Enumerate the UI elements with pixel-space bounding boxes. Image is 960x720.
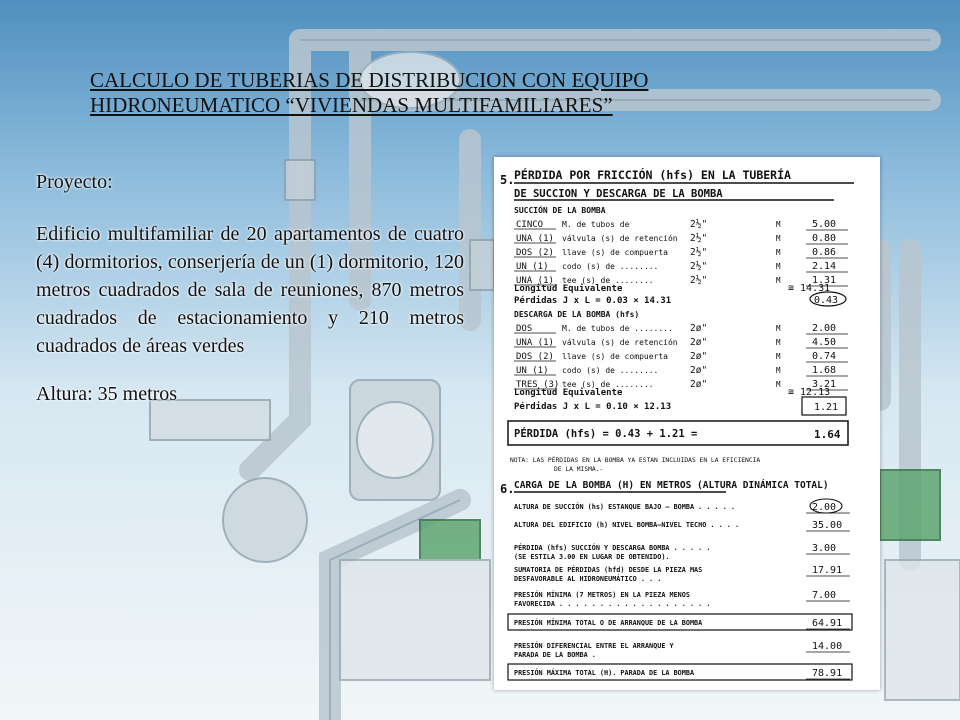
succion-row-desc: válvula (s) de retención xyxy=(562,234,678,243)
descarga-row-unit: M xyxy=(776,324,781,333)
descarga-row-desc: M. de tubos de ........ xyxy=(562,324,673,333)
succion-row-value: 0.86 xyxy=(812,247,837,258)
descarga-row-qty: UN (1) xyxy=(516,366,549,376)
descarga-row-value: 0.74 xyxy=(812,351,837,362)
succion-row-value: 2.14 xyxy=(812,261,837,272)
carga-row-label-2: (SE ESTILA 3.00 EN LUGAR DE OBTENIDO). xyxy=(514,553,670,561)
section-5-title-1: PÉRDIDA POR FRICCIÓN (hfs) EN LA TUBERÍA xyxy=(514,168,791,182)
descarga-row-size: 2ø" xyxy=(690,337,708,348)
descarga-row-size: 2ø" xyxy=(690,365,708,376)
carga-row-label: ALTURA DEL EDIFICIO (h) NIVEL BOMBA—NIVEL TECHO . . . . xyxy=(514,521,740,529)
descarga-row-size: 2ø" xyxy=(690,323,708,334)
succion-row-desc: M. de tubos de xyxy=(562,220,630,229)
succion-row-unit: M xyxy=(776,262,781,271)
carga-row-label: PRESIÓN MÍNIMA (7 METROS) EN LA PIEZA MENOS xyxy=(514,591,690,599)
descarga-row-unit: M xyxy=(776,380,781,389)
carga-row-value: 2.00 xyxy=(812,502,837,513)
succion-row-size: 2½" xyxy=(690,275,708,286)
carga-row-value: 78.91 xyxy=(812,668,843,679)
succion-perdidas-value: 0.43 xyxy=(814,295,839,306)
carga-row-value: 17.91 xyxy=(812,565,843,576)
carga-row-label-2: DESFAVORABLE AL HIDRONEUMÁTICO . . . xyxy=(514,575,662,583)
descarga-row-desc: codo (s) de ........ xyxy=(562,366,659,375)
descarga-row-unit: M xyxy=(776,338,781,347)
descarga-rows xyxy=(514,323,848,390)
carga-row-label: PRESIÓN MÁXIMA TOTAL (H). PARADA DE LA BOMBA xyxy=(514,669,695,677)
succion-row-desc: tee (s) de ........ xyxy=(562,276,654,285)
perdida-total-label: PÉRDIDA (hfs) = 0.43 + 1.21 = xyxy=(514,428,698,440)
succion-rows xyxy=(514,219,848,286)
carga-row-value: 35.00 xyxy=(812,520,843,531)
succion-row-qty: CINCO xyxy=(516,220,544,230)
succion-row-unit: M xyxy=(776,276,781,285)
succion-row-unit: M xyxy=(776,248,781,257)
succion-row-desc: llave (s) de compuerta xyxy=(562,248,668,257)
succion-perdidas-label: Pérdidas J x L = 0.03 × 14.31 xyxy=(514,296,672,306)
descarga-row-desc: llave (s) de compuerta xyxy=(562,352,668,361)
succion-row-qty: UN (1) xyxy=(516,262,549,272)
carga-row-label: PRESIÓN MÍNIMA TOTAL O DE ARRANQUE DE LA BOMBA xyxy=(514,619,703,627)
title-line-1: CALCULO DE TUBERIAS DE DISTRIBUCION CON EQUIPO xyxy=(90,68,649,92)
calculation-sheet xyxy=(494,157,880,690)
succion-row-unit: M xyxy=(776,220,781,229)
project-description xyxy=(36,168,464,408)
descarga-heading: DESCARGA DE LA BOMBA (hfs) xyxy=(514,310,640,319)
carga-row-label: PÉRDIDA (hfs) SUCCIÓN Y DESCARGA BOMBA . . . . . xyxy=(514,544,711,552)
section-5-number: 5. xyxy=(500,173,515,187)
succion-row-size: 2½" xyxy=(690,261,708,272)
succion-row-size: 2½" xyxy=(690,219,708,230)
carga-row-label: ALTURA DE SUCCIÓN (hs) ESTANQUE BAJO — BOMBA . . . . . xyxy=(514,503,735,511)
descarga-row-size: 2ø" xyxy=(690,379,708,390)
descarga-row-desc: tee (s) de ........ xyxy=(562,380,654,389)
descarga-long-value: ≅ 12.13 xyxy=(788,387,831,398)
descarga-row-qty: DOS xyxy=(516,324,533,334)
descarga-row-unit: M xyxy=(776,366,781,375)
descarga-row-value: 1.68 xyxy=(812,365,837,376)
succion-row-value: 0.80 xyxy=(812,233,837,244)
descarga-row-size: 2ø" xyxy=(690,351,708,362)
carga-row-label: PRESIÓN DIFERENCIAL ENTRE EL ARRANQUE Y xyxy=(514,642,674,650)
descarga-row-value: 3.21 xyxy=(812,379,837,390)
perdida-total-value: 1.64 xyxy=(814,428,841,441)
project-height: Altura: 35 metros xyxy=(36,383,178,405)
carga-row-label-2: FAVORECIDA . . . . . . . . . . . . . . . . . . . xyxy=(514,600,711,608)
succion-row-unit: M xyxy=(776,234,781,243)
nota-line-2: DE LA MISMA.- xyxy=(554,466,604,473)
succion-row-size: 2½" xyxy=(690,233,708,244)
carga-row-value: 14.00 xyxy=(812,641,843,652)
carga-row-label: SUMATORIA DE PÉRDIDAS (hfd) DESDE LA PIEZA MAS xyxy=(514,566,703,574)
descarga-perdidas-label: Pérdidas J x L = 0.10 × 12.13 xyxy=(514,402,672,412)
carga-row-value: 7.00 xyxy=(812,590,837,601)
descarga-row-qty: DOS (2) xyxy=(516,352,554,362)
descarga-row-qty: UNA (1) xyxy=(516,338,554,348)
descarga-row-value: 4.50 xyxy=(812,337,837,348)
carga-rows xyxy=(508,499,852,680)
succion-row-qty: DOS (2) xyxy=(516,248,554,258)
section-5-title-2: DE SUCCION Y DESCARGA DE LA BOMBA xyxy=(514,188,723,200)
succion-heading: SUCCIÓN DE LA BOMBA xyxy=(514,206,606,215)
descarga-perdidas-value: 1.21 xyxy=(814,402,839,413)
section-6-number: 6. xyxy=(500,482,515,496)
calculation-sheet-drawing xyxy=(494,157,880,690)
descarga-long-label: Longitud Equivalente xyxy=(514,388,623,398)
succion-long-label: Longitud Equivalente xyxy=(514,284,623,294)
descarga-row-value: 2.00 xyxy=(812,323,837,334)
carga-row-value: 3.00 xyxy=(812,543,837,554)
carga-row-value: 64.91 xyxy=(812,618,843,629)
carga-row-label-2: PARADA DE LA BOMBA . xyxy=(514,651,596,659)
succion-row-size: 2½" xyxy=(690,247,708,258)
succion-row-desc: codo (s) de ........ xyxy=(562,262,659,271)
succion-row-value: 1.31 xyxy=(812,275,837,286)
title-line-2: HIDRONEUMATICO “VIVIENDAS MULTIFAMILIARES” xyxy=(90,93,613,117)
succion-row-qty: UNA (1) xyxy=(516,234,554,244)
nota-line-1: NOTA: LAS PÉRDIDAS EN LA BOMBA YA ESTAN INCLUIDAS EN LA EFICIENCIA xyxy=(510,457,761,464)
descarga-row-qty: TRES (3) xyxy=(516,380,560,390)
descarga-row-unit: M xyxy=(776,352,781,361)
descarga-row-desc: válvula (s) de retención xyxy=(562,338,678,347)
project-text: Edificio multifamiliar de 20 apartamentos de cuatro (4) dormitorios, conserjería de un (1) dormitorio, 120 metros cuadrados de sala de reuniones, 870 metros cuadrados de estacionamiento y 210 metros cuadrados de áreas verdes xyxy=(36,223,464,357)
succion-row-qty: UNA (1) xyxy=(516,276,554,286)
succion-long-value: ≅ 14.31 xyxy=(788,283,831,294)
succion-row-value: 5.00 xyxy=(812,219,837,230)
page-title xyxy=(90,68,750,118)
section-6-title: CARGA DE LA BOMBA (H) EN METROS (ALTURA DINÁMICA TOTAL) xyxy=(514,480,829,491)
project-label: Proyecto: xyxy=(36,171,113,193)
